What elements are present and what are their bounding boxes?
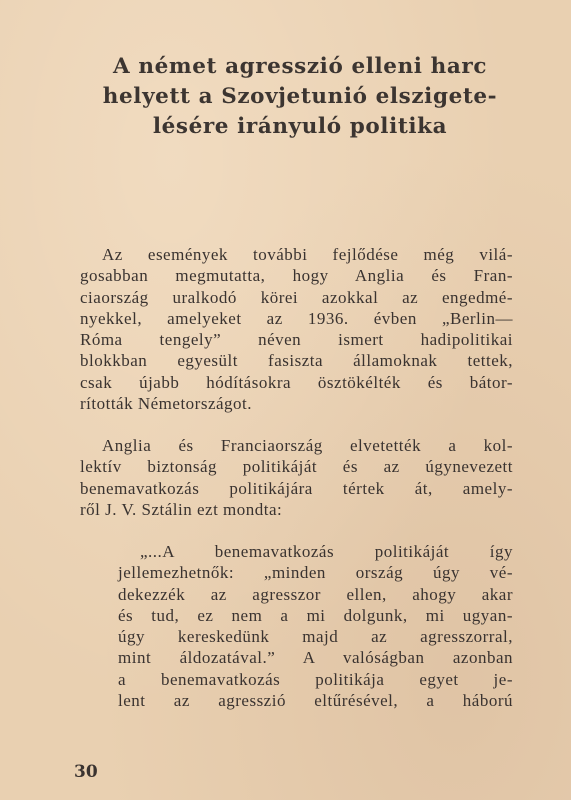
paragraph-1 [80,244,513,414]
text-line: rították Németországot. [80,394,253,414]
heading-line: helyett a Szovjetunió elszigete- [102,84,498,109]
page-number: 30 [74,762,98,782]
text-line: „...A benemavatkozás politikáját így [140,542,513,561]
text-line: a benemavatkozás politikája egyet je- [118,669,513,689]
text-line: csak újabb hódításokra ösztökélték és bátor- [80,372,513,392]
stalin-quote [118,541,513,711]
text-line: mint áldozatával.” A valóságban azonban [118,648,513,668]
text-line: jellemezhetnők: „minden ország úgy vé- [118,563,513,583]
text-line: Anglia és Franciaország elvetették a kol- [102,436,513,455]
text-line: ről J. V. Sztálin ezt mondta: [80,499,283,519]
chapter-heading [70,52,530,142]
text-line: blokkban egyesült fasiszta államoknak tettek, [80,351,513,371]
text-line: és tud, ez nem a mi dolgunk, mi ugyan- [118,605,513,625]
text-line: ciaország uralkodó körei azokkal az engedmé- [80,287,513,307]
text-line: Róma tengely” néven ismert hadipolitikai [80,330,513,350]
text-line: nyekkel, amelyeket az 1936. évben „Berlin— [80,308,513,328]
text-line: lent az agresszió eltűrésével, a háború [118,691,513,711]
text-line: lektív biztonság politikáját és az úgynevezett [80,457,513,477]
heading-line: lésére irányuló politika [152,114,448,139]
paragraph-2 [80,435,513,520]
text-line: gosabban megmutatta, hogy Anglia és Fran- [80,266,513,286]
text-line: dekezzék az agresszor ellen, ahogy akar [118,584,513,604]
text-line: úgy kereskedünk majd az agresszorral, [118,627,513,647]
text-line: Az események további fejlődése még vilá- [102,245,513,264]
heading-line: A német agresszió elleni harc [112,54,488,79]
text-line: benemavatkozás politikájára tértek át, amely- [80,478,513,498]
